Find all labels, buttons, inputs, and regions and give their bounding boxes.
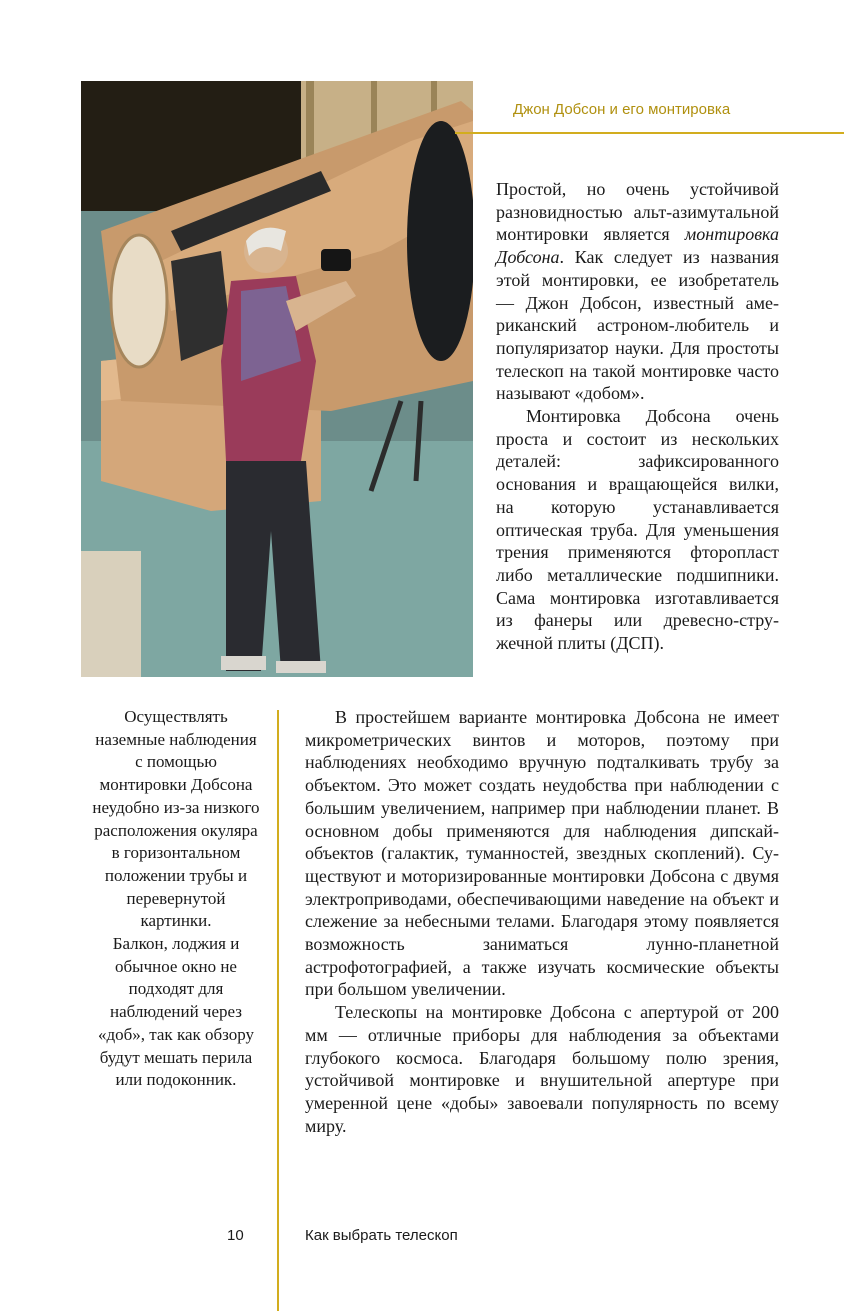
header-rule <box>455 132 844 134</box>
term-dobson-mount: монтировка Добсона <box>496 224 779 268</box>
top-paragraph-2: Монтировка Добсона очень проста и состоит из нескольких деталей: зафиксированного основания и вращающейся вилки, на которую устанавливается оптическая труба. Для уменьшения трения применяются фторопласт либо металлические подшипники. Сама монтировка изготавливается из фанеры или древесно-стружечной плиты (ДСП). <box>496 406 779 654</box>
sidebar-paragraph-1: Осуществлять наземные наблюдения с помощью монтировки Добсона неудобно из-за низкого расположения окуляра в горизонтальном положении трубы и перевернутой картинки. <box>92 707 260 931</box>
top-p1-end: . Как следует из названия этой монтировки, ее изобретатель — Джон Добсон, известный американский астроном-любитель и популяризатор науки. Для простоты телескоп на такой монтировке часто называют «добом». <box>496 247 779 404</box>
page-number: 10 <box>227 1227 244 1244</box>
running-head: Джон Добсон и его монтировка <box>513 101 731 118</box>
top-paragraph-1 <box>496 178 779 405</box>
top-p1-start: Простой, но очень устойчивой разновидностью альт-азимутальной монтировки является <box>496 179 779 245</box>
sidebar-paragraph-2: Балкон, лоджия и обычное окно не подходят для наблюдений через «доб», так как обзору будут мешать перила или подоконник. <box>97 934 255 1090</box>
main-paragraph-2: Телескопы на монтировке Добсона с апертурой от 200 мм — отличные приборы для наблюдения за объектами глубокого космоса. Благодаря большому полю зрения, устойчивой монтировке и внушительной апертуре при умеренной цене «добы» завоевали популярность по всему миру. <box>305 1002 779 1136</box>
book-title: Как выбрать телескоп <box>305 1227 458 1244</box>
main-column <box>305 706 779 1137</box>
main-paragraph-1: В простейшем варианте монтировка Добсона не имеет микрометрических винтов и моторов, поэтому при наблюдениях необходимо вручную подталкивать трубу за объектом. Это может создать неудобства при наблюдении с большим увеличением, например при наблюдении планет. В основном добы применяются для наблюдения дипскай-объектов (галактик, туманностей, звездных скоплений). Существуют и моторизированные монтировки Добсона с двумя электроприводами, обеспечивающими наведение на объект и слежение за небесными телами. Благодаря этому появляется возможность заниматься лунно-планетной астрофотографией, а также изучать космические объекты при большом увеличении. <box>305 707 779 1000</box>
telescope-photo-illustration <box>81 81 473 677</box>
sidebar-rule <box>277 710 279 1311</box>
top-column <box>496 178 779 655</box>
photo-dobson-telescope <box>81 81 473 677</box>
sidebar-note <box>92 706 260 1092</box>
